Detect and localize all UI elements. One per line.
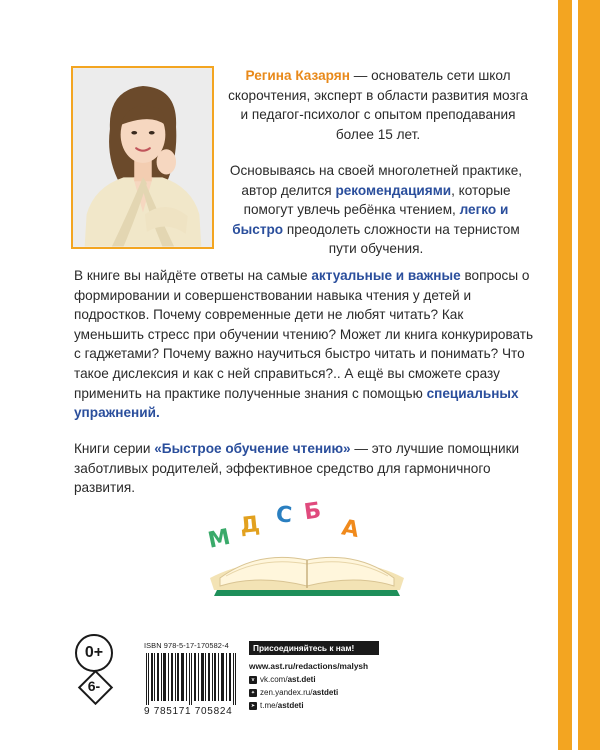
intro-text: преодолеть сложности на тернистом пути обучения. bbox=[283, 221, 520, 256]
vk-prefix: vk.com/ bbox=[260, 675, 288, 684]
intro-highlight-easy-fast: легко и быстро bbox=[232, 202, 509, 237]
main-text: В книге вы найдёте ответы на самые bbox=[74, 268, 312, 283]
isbn-text: ISBN 978-5-17-170582-4 bbox=[144, 641, 229, 650]
intro-text: , которые помогут увлечь ребёнка чтением, bbox=[243, 182, 511, 217]
age-recommendation-badge bbox=[75, 667, 113, 705]
main-paragraph bbox=[74, 266, 534, 423]
orange-stripe-right bbox=[578, 0, 600, 750]
join-banner: Присоединяйтесь к нам! bbox=[249, 641, 379, 655]
open-book-illustration bbox=[196, 496, 418, 596]
intro-paragraph bbox=[226, 161, 526, 259]
social-block bbox=[249, 641, 379, 710]
zen-handle: astdeti bbox=[312, 688, 339, 697]
series-name: «Быстрое обучение чтению» bbox=[154, 441, 351, 456]
intro-highlight-recommendations: рекомендациями bbox=[335, 182, 452, 198]
main-highlight-topical: актуальные и важные bbox=[311, 268, 461, 283]
letter-m: М bbox=[205, 524, 233, 554]
zen-prefix: zen.yandex.ru/ bbox=[260, 688, 313, 697]
series-paragraph bbox=[74, 439, 534, 498]
author-bio bbox=[228, 66, 528, 144]
telegram-icon: ➤ bbox=[250, 702, 256, 709]
isbn-block bbox=[144, 641, 238, 717]
zen-link[interactable] bbox=[249, 688, 379, 697]
open-book-icon bbox=[210, 557, 404, 596]
letter-d: Д bbox=[238, 512, 262, 539]
author-bio-text: — основатель сети школ скорочтения, эксперт в области развития мозга и педагог-психолог с опытом преподавания более 15 лет. bbox=[228, 68, 528, 142]
zen-icon: ✦ bbox=[250, 689, 256, 696]
telegram-prefix: t.me/ bbox=[260, 701, 278, 710]
barcode bbox=[144, 653, 238, 705]
series-text: Книги серии bbox=[74, 441, 155, 456]
vk-handle: ast.deti bbox=[287, 675, 316, 684]
orange-stripe-left bbox=[558, 0, 572, 750]
series-text: — это лучшие помощники заботливых родителей, эффективное средство для гармоничного развития. bbox=[74, 441, 520, 496]
main-text: вопросы о формировании и совершенствовании навыка чтения у детей и подростков. Почему современные дети не любят читать? Как уменьшить стресс при обучении чтению? Может ли книга конкурировать с гаджетами? Почему важно научиться быстро читать и понимать? Что такое дислексия и как с ней справиться?.. А ещё вы сможете сразу применить на практике полученные знания с помощью bbox=[74, 268, 534, 401]
vk-icon: v bbox=[249, 676, 257, 684]
telegram-handle: astdeti bbox=[277, 701, 304, 710]
letter-s: С bbox=[275, 502, 293, 529]
letter-a: А bbox=[339, 515, 361, 544]
intro-text: Основываясь на своей многолетней практике, автор делится bbox=[229, 163, 523, 198]
site-link[interactable]: www.ast.ru/redactions/malysh bbox=[249, 661, 369, 671]
telegram-link[interactable] bbox=[249, 701, 379, 710]
letter-b: Б bbox=[302, 498, 323, 526]
author-photo bbox=[71, 66, 214, 249]
main-highlight-exercises: специальных упражнений. bbox=[74, 385, 519, 421]
vk-link[interactable] bbox=[249, 675, 379, 684]
barcode-number: 9 785171 705824 bbox=[144, 706, 233, 717]
age-recommendation-text: 6- bbox=[87, 678, 101, 694]
author-name: Регина Казарян bbox=[245, 68, 350, 83]
age-rating-text: 0+ bbox=[84, 644, 104, 661]
